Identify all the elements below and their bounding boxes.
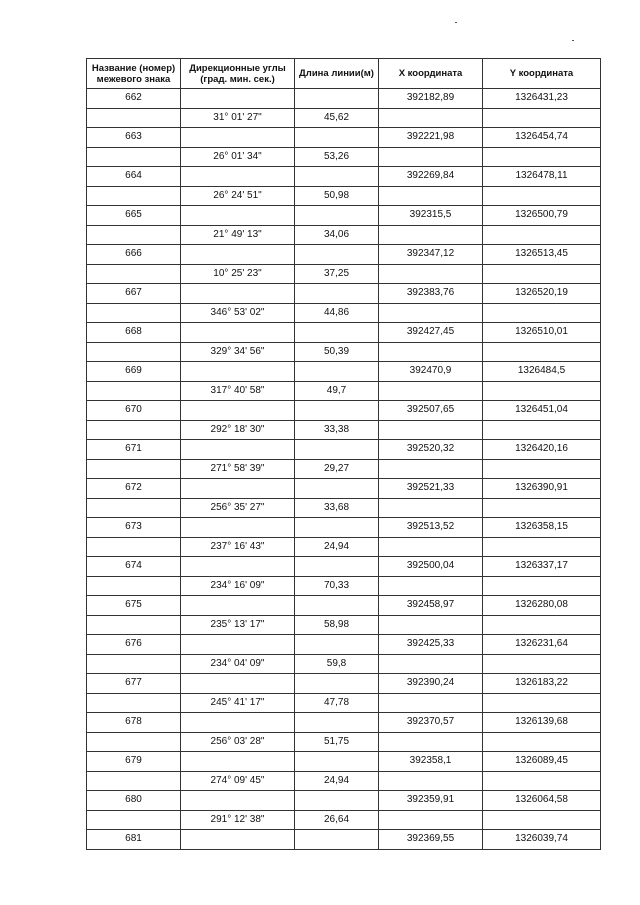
marker-name-cell: 681 — [87, 830, 181, 850]
y-coordinate-cell: 1326513,45 — [483, 245, 601, 265]
direction-angle-cell — [181, 830, 295, 850]
direction-angle-cell — [181, 206, 295, 226]
y-coordinate-cell: 1326510,01 — [483, 323, 601, 343]
line-length-cell: 29,27 — [295, 459, 379, 479]
table-row — [87, 537, 601, 557]
direction-angle-cell: 31° 01' 27" — [181, 108, 295, 128]
table-row — [87, 206, 601, 226]
x-coordinate-cell — [379, 381, 483, 401]
y-coordinate-cell: 1326454,74 — [483, 128, 601, 148]
table-row — [87, 830, 601, 850]
y-coordinate-cell: 1326520,19 — [483, 284, 601, 304]
direction-angle-cell: 245° 41' 17" — [181, 693, 295, 713]
line-length-cell: 37,25 — [295, 264, 379, 284]
direction-angle-cell: 271° 58' 39" — [181, 459, 295, 479]
direction-angle-cell — [181, 674, 295, 694]
line-length-cell — [295, 323, 379, 343]
direction-angle-cell — [181, 791, 295, 811]
direction-angle-cell: 234° 04' 09" — [181, 654, 295, 674]
y-coordinate-cell — [483, 420, 601, 440]
y-coordinate-cell: 1326337,17 — [483, 557, 601, 577]
table-row — [87, 245, 601, 265]
table-row — [87, 89, 601, 109]
y-coordinate-cell — [483, 264, 601, 284]
marker-name-cell — [87, 537, 181, 557]
marker-name-cell: 668 — [87, 323, 181, 343]
y-coordinate-cell — [483, 108, 601, 128]
y-coordinate-cell: 1326451,04 — [483, 401, 601, 421]
line-length-cell — [295, 791, 379, 811]
y-coordinate-cell: 1326500,79 — [483, 206, 601, 226]
table-row — [87, 576, 601, 596]
y-coordinate-cell: 1326139,68 — [483, 713, 601, 733]
y-coordinate-cell — [483, 732, 601, 752]
marker-name-cell: 671 — [87, 440, 181, 460]
marker-name-cell — [87, 810, 181, 830]
table-row — [87, 303, 601, 323]
x-coordinate-cell: 392269,84 — [379, 167, 483, 187]
marker-name-cell: 676 — [87, 635, 181, 655]
marker-name-cell — [87, 420, 181, 440]
line-length-cell: 50,98 — [295, 186, 379, 206]
y-coordinate-cell — [483, 537, 601, 557]
line-length-cell — [295, 362, 379, 382]
header-line-length: Длина линии(м) — [295, 59, 379, 89]
marker-name-cell — [87, 693, 181, 713]
line-length-cell — [295, 167, 379, 187]
x-coordinate-cell — [379, 459, 483, 479]
line-length-cell — [295, 479, 379, 499]
direction-angle-cell: 10° 25' 23" — [181, 264, 295, 284]
direction-angle-cell — [181, 128, 295, 148]
direction-angle-cell: 329° 34' 56" — [181, 342, 295, 362]
y-coordinate-cell — [483, 459, 601, 479]
table-row — [87, 596, 601, 616]
direction-angle-cell — [181, 518, 295, 538]
header-direction-angles: Дирекционные углы (град. мин. сек.) — [181, 59, 295, 89]
table-row — [87, 752, 601, 772]
line-length-cell — [295, 596, 379, 616]
line-length-cell — [295, 206, 379, 226]
direction-angle-cell — [181, 596, 295, 616]
y-coordinate-cell: 1326089,45 — [483, 752, 601, 772]
marker-name-cell — [87, 186, 181, 206]
marker-name-cell — [87, 225, 181, 245]
line-length-cell — [295, 518, 379, 538]
table-row — [87, 674, 601, 694]
marker-name-cell — [87, 264, 181, 284]
x-coordinate-cell: 392347,12 — [379, 245, 483, 265]
direction-angle-cell: 235° 13' 17" — [181, 615, 295, 635]
y-coordinate-cell: 1326231,64 — [483, 635, 601, 655]
y-coordinate-cell — [483, 693, 601, 713]
line-length-cell: 51,75 — [295, 732, 379, 752]
line-length-cell — [295, 245, 379, 265]
header-marker-name: Название (номер) межевого знака — [87, 59, 181, 89]
header-x-coordinate: X координата — [379, 59, 483, 89]
marker-name-cell: 663 — [87, 128, 181, 148]
x-coordinate-cell: 392359,91 — [379, 791, 483, 811]
direction-angle-cell — [181, 284, 295, 304]
direction-angle-cell: 317° 40' 58" — [181, 381, 295, 401]
direction-angle-cell: 26° 01' 34" — [181, 147, 295, 167]
table-row — [87, 108, 601, 128]
line-length-cell: 44,86 — [295, 303, 379, 323]
y-coordinate-cell: 1326431,23 — [483, 89, 601, 109]
table-row — [87, 693, 601, 713]
direction-angle-cell — [181, 635, 295, 655]
y-coordinate-cell: 1326390,91 — [483, 479, 601, 499]
y-coordinate-cell — [483, 810, 601, 830]
x-coordinate-cell — [379, 342, 483, 362]
direction-angle-cell: 256° 35' 27" — [181, 498, 295, 518]
marker-name-cell — [87, 771, 181, 791]
scan-speck — [455, 22, 457, 23]
x-coordinate-cell: 392425,33 — [379, 635, 483, 655]
marker-name-cell: 666 — [87, 245, 181, 265]
table-row — [87, 615, 601, 635]
x-coordinate-cell — [379, 810, 483, 830]
y-coordinate-cell — [483, 654, 601, 674]
direction-angle-cell — [181, 752, 295, 772]
direction-angle-cell: 26° 24' 51" — [181, 186, 295, 206]
marker-name-cell — [87, 147, 181, 167]
x-coordinate-cell — [379, 108, 483, 128]
line-length-cell: 33,68 — [295, 498, 379, 518]
x-coordinate-cell: 392370,57 — [379, 713, 483, 733]
table-row — [87, 713, 601, 733]
table-row — [87, 771, 601, 791]
x-coordinate-cell — [379, 693, 483, 713]
marker-name-cell: 675 — [87, 596, 181, 616]
marker-name-cell: 679 — [87, 752, 181, 772]
y-coordinate-cell — [483, 186, 601, 206]
x-coordinate-cell — [379, 147, 483, 167]
line-length-cell — [295, 128, 379, 148]
x-coordinate-cell: 392458,97 — [379, 596, 483, 616]
table-row — [87, 459, 601, 479]
line-length-cell — [295, 752, 379, 772]
x-coordinate-cell: 392182,89 — [379, 89, 483, 109]
x-coordinate-cell: 392521,33 — [379, 479, 483, 499]
marker-name-cell — [87, 381, 181, 401]
x-coordinate-cell — [379, 498, 483, 518]
line-length-cell: 50,39 — [295, 342, 379, 362]
table-row — [87, 654, 601, 674]
table-row — [87, 264, 601, 284]
table-row — [87, 440, 601, 460]
line-length-cell — [295, 557, 379, 577]
marker-name-cell: 664 — [87, 167, 181, 187]
direction-angle-cell — [181, 323, 295, 343]
marker-name-cell: 665 — [87, 206, 181, 226]
direction-angle-cell: 237° 16' 43" — [181, 537, 295, 557]
line-length-cell: 58,98 — [295, 615, 379, 635]
y-coordinate-cell — [483, 576, 601, 596]
x-coordinate-cell: 392513,52 — [379, 518, 483, 538]
table-row — [87, 186, 601, 206]
table-header-row — [87, 59, 601, 89]
marker-name-cell: 672 — [87, 479, 181, 499]
line-length-cell: 26,64 — [295, 810, 379, 830]
marker-name-cell: 673 — [87, 518, 181, 538]
direction-angle-cell — [181, 713, 295, 733]
line-length-cell: 33,38 — [295, 420, 379, 440]
y-coordinate-cell: 1326478,11 — [483, 167, 601, 187]
marker-name-cell — [87, 303, 181, 323]
line-length-cell: 59,8 — [295, 654, 379, 674]
table-row — [87, 557, 601, 577]
line-length-cell: 24,94 — [295, 771, 379, 791]
line-length-cell — [295, 440, 379, 460]
y-coordinate-cell — [483, 225, 601, 245]
y-coordinate-cell — [483, 147, 601, 167]
x-coordinate-cell: 392221,98 — [379, 128, 483, 148]
y-coordinate-cell — [483, 498, 601, 518]
x-coordinate-cell: 392390,24 — [379, 674, 483, 694]
marker-name-cell: 670 — [87, 401, 181, 421]
marker-name-cell — [87, 654, 181, 674]
x-coordinate-cell: 392383,76 — [379, 284, 483, 304]
direction-angle-cell: 21° 49' 13" — [181, 225, 295, 245]
direction-angle-cell: 346° 53' 02" — [181, 303, 295, 323]
line-length-cell: 70,33 — [295, 576, 379, 596]
table-row — [87, 732, 601, 752]
line-length-cell: 34,06 — [295, 225, 379, 245]
y-coordinate-cell: 1326064,58 — [483, 791, 601, 811]
table-row — [87, 362, 601, 382]
marker-name-cell — [87, 459, 181, 479]
marker-name-cell: 680 — [87, 791, 181, 811]
table-row — [87, 167, 601, 187]
x-coordinate-cell — [379, 654, 483, 674]
y-coordinate-cell — [483, 381, 601, 401]
header-y-coordinate: Y координата — [483, 59, 601, 89]
x-coordinate-cell — [379, 576, 483, 596]
x-coordinate-cell: 392470,9 — [379, 362, 483, 382]
y-coordinate-cell: 1326420,16 — [483, 440, 601, 460]
line-length-cell: 53,26 — [295, 147, 379, 167]
table-row — [87, 498, 601, 518]
direction-angle-cell — [181, 89, 295, 109]
y-coordinate-cell — [483, 615, 601, 635]
table-row — [87, 284, 601, 304]
x-coordinate-cell — [379, 186, 483, 206]
x-coordinate-cell — [379, 225, 483, 245]
y-coordinate-cell — [483, 303, 601, 323]
table-row — [87, 342, 601, 362]
direction-angle-cell — [181, 167, 295, 187]
marker-name-cell — [87, 108, 181, 128]
y-coordinate-cell — [483, 771, 601, 791]
line-length-cell: 49,7 — [295, 381, 379, 401]
x-coordinate-cell — [379, 615, 483, 635]
direction-angle-cell — [181, 479, 295, 499]
x-coordinate-cell: 392500,04 — [379, 557, 483, 577]
line-length-cell — [295, 89, 379, 109]
line-length-cell — [295, 401, 379, 421]
direction-angle-cell: 256° 03' 28" — [181, 732, 295, 752]
direction-angle-cell: 292° 18' 30" — [181, 420, 295, 440]
marker-name-cell: 674 — [87, 557, 181, 577]
line-length-cell: 47,78 — [295, 693, 379, 713]
line-length-cell — [295, 830, 379, 850]
x-coordinate-cell — [379, 537, 483, 557]
marker-name-cell — [87, 342, 181, 362]
line-length-cell — [295, 713, 379, 733]
direction-angle-cell — [181, 401, 295, 421]
marker-name-cell: 662 — [87, 89, 181, 109]
y-coordinate-cell: 1326183,22 — [483, 674, 601, 694]
x-coordinate-cell: 392315,5 — [379, 206, 483, 226]
x-coordinate-cell — [379, 420, 483, 440]
table-row — [87, 810, 601, 830]
table-row — [87, 518, 601, 538]
table-row — [87, 225, 601, 245]
y-coordinate-cell: 1326358,15 — [483, 518, 601, 538]
x-coordinate-cell: 392507,65 — [379, 401, 483, 421]
table-row — [87, 479, 601, 499]
line-length-cell — [295, 284, 379, 304]
table-row — [87, 635, 601, 655]
x-coordinate-cell — [379, 264, 483, 284]
x-coordinate-cell — [379, 771, 483, 791]
x-coordinate-cell: 392427,45 — [379, 323, 483, 343]
x-coordinate-cell: 392369,55 — [379, 830, 483, 850]
table-body — [87, 89, 601, 850]
marker-name-cell: 678 — [87, 713, 181, 733]
y-coordinate-cell: 1326484,5 — [483, 362, 601, 382]
boundary-coordinates-table — [86, 58, 601, 850]
x-coordinate-cell: 392520,32 — [379, 440, 483, 460]
line-length-cell: 24,94 — [295, 537, 379, 557]
marker-name-cell — [87, 615, 181, 635]
y-coordinate-cell: 1326280,08 — [483, 596, 601, 616]
x-coordinate-cell — [379, 303, 483, 323]
marker-name-cell — [87, 576, 181, 596]
y-coordinate-cell: 1326039,74 — [483, 830, 601, 850]
table-row — [87, 401, 601, 421]
direction-angle-cell: 234° 16' 09" — [181, 576, 295, 596]
line-length-cell: 45,62 — [295, 108, 379, 128]
scan-speck — [572, 40, 574, 41]
table-row — [87, 791, 601, 811]
table-row — [87, 420, 601, 440]
x-coordinate-cell — [379, 732, 483, 752]
direction-angle-cell: 291° 12' 38" — [181, 810, 295, 830]
x-coordinate-cell: 392358,1 — [379, 752, 483, 772]
direction-angle-cell — [181, 245, 295, 265]
line-length-cell — [295, 674, 379, 694]
direction-angle-cell — [181, 557, 295, 577]
marker-name-cell: 667 — [87, 284, 181, 304]
table-row — [87, 147, 601, 167]
table-row — [87, 128, 601, 148]
marker-name-cell: 669 — [87, 362, 181, 382]
table-row — [87, 381, 601, 401]
marker-name-cell: 677 — [87, 674, 181, 694]
direction-angle-cell — [181, 440, 295, 460]
table-row — [87, 323, 601, 343]
y-coordinate-cell — [483, 342, 601, 362]
marker-name-cell — [87, 732, 181, 752]
direction-angle-cell: 274° 09' 45" — [181, 771, 295, 791]
direction-angle-cell — [181, 362, 295, 382]
line-length-cell — [295, 635, 379, 655]
marker-name-cell — [87, 498, 181, 518]
